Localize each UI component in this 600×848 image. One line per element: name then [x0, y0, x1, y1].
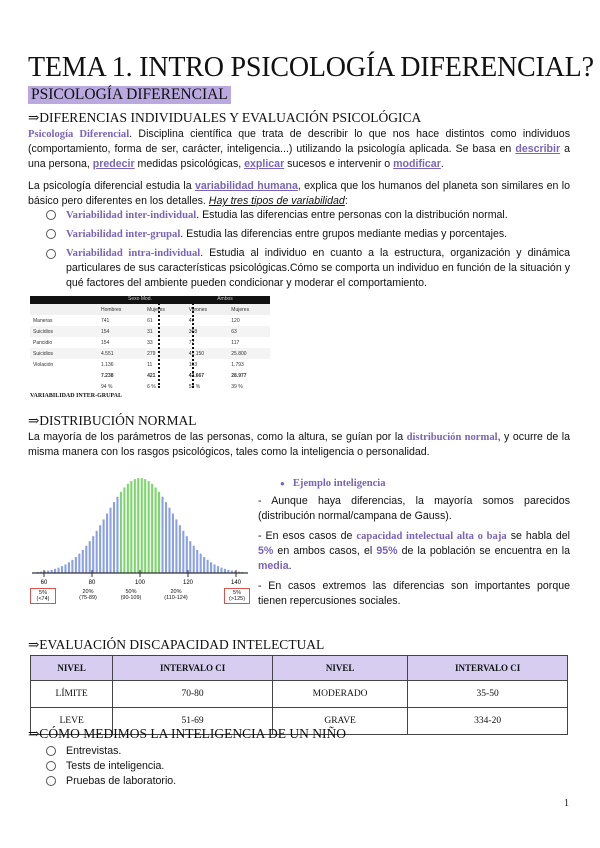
cell: 77 — [188, 339, 195, 346]
cell: 63 — [231, 328, 237, 335]
curve-bar — [89, 541, 91, 573]
keyword: media — [258, 560, 289, 572]
totals-row — [30, 370, 270, 381]
curve-bar — [120, 492, 122, 573]
table-row — [31, 681, 568, 708]
cell: 41.150 — [188, 350, 205, 357]
cell: 4.551 — [101, 350, 114, 357]
band-box — [30, 588, 56, 604]
text: , explica que los humanos del planeta son similares en lo básico pero diferentes en los detalles. — [28, 180, 570, 207]
cell: 47 — [188, 317, 195, 324]
curve-bar — [151, 484, 153, 573]
cell: 154 — [101, 328, 110, 335]
text: . — [288, 560, 292, 572]
table-row — [30, 359, 270, 370]
list-item — [46, 774, 176, 789]
cell: 28.977 — [231, 372, 247, 379]
text: se habla del — [506, 530, 570, 542]
text: a una persona, — [28, 143, 570, 170]
table-row — [30, 348, 270, 359]
band-box — [114, 589, 148, 601]
column-header: INTERVALO CI — [408, 656, 568, 681]
inter-group-table — [30, 296, 270, 399]
curve-bar — [103, 519, 105, 573]
cell: 39 % — [231, 383, 243, 390]
curve-bar — [113, 502, 115, 573]
subheader: Varones — [188, 306, 208, 313]
circle-bullet-icon — [46, 210, 56, 220]
heading-distribucion: ⇒DISTRIBUCIÓN NORMAL — [28, 413, 197, 428]
text: en ambos casos, el — [273, 545, 377, 557]
paragraph-definition — [28, 127, 570, 172]
curve-bar — [165, 502, 167, 573]
table-row — [30, 326, 270, 337]
page-number: 1 — [564, 798, 569, 809]
cell: 61 — [147, 317, 153, 324]
curve-bar — [179, 525, 181, 573]
table-header-bar — [30, 296, 270, 304]
cell: 43.667 — [188, 372, 205, 379]
cell: Suicidios — [33, 328, 54, 335]
band-box — [224, 588, 250, 604]
divider — [192, 296, 194, 388]
tick-label: 60 — [40, 580, 48, 586]
curve-bar — [134, 479, 136, 573]
curve-bar — [64, 564, 66, 573]
curve-bar — [210, 562, 212, 573]
cell: 31 — [147, 328, 153, 335]
text: medidas psicológicas, — [134, 158, 245, 170]
circle-bullet-icon — [46, 761, 56, 771]
cell: 153 — [188, 361, 198, 368]
list-item — [46, 744, 176, 759]
band-pct: 50% — [125, 589, 137, 595]
curve-bar — [207, 560, 209, 573]
column-header: NIVEL — [272, 656, 407, 681]
curve-bar — [213, 564, 215, 573]
cell: 1.793 — [231, 361, 244, 368]
curve-bar — [57, 568, 59, 573]
curve-bar — [127, 484, 129, 573]
band-range: (110-124) — [164, 595, 188, 601]
mini-table — [30, 304, 270, 392]
term: Variabilidad inter-individual — [66, 210, 197, 221]
curve-bar — [224, 569, 226, 573]
text: . Estudia las diferencias entre personas con la distribución normal. — [196, 209, 508, 221]
cell: Pancidio — [33, 339, 53, 346]
cell: LEVE — [31, 708, 113, 735]
header-row — [31, 656, 568, 681]
text: . — [440, 158, 444, 170]
curve-bar — [193, 546, 195, 573]
text: La mayoría de los parámetros de las personas, como la altura, se guían por la — [28, 431, 407, 443]
list-item — [46, 246, 570, 291]
cell: 120 — [231, 317, 240, 324]
curve-bar — [71, 560, 73, 573]
cell: LÍMITE — [31, 681, 113, 708]
curve-bar — [61, 566, 63, 573]
curve-bar — [144, 479, 146, 573]
curve-bar — [85, 546, 87, 573]
curve-bar — [116, 497, 118, 573]
curve-bar — [54, 569, 56, 573]
curve-bar — [141, 478, 143, 573]
cell: 741 — [101, 317, 110, 324]
example-line: - En casos extremos las diferencias son importantes porque tienen repercusiones sociales. — [258, 580, 570, 607]
cell: 33 — [147, 339, 153, 346]
band-range: (75-89) — [79, 595, 97, 601]
band-range: (<74) — [36, 596, 50, 602]
cell: Violación — [33, 361, 54, 368]
subheader: Hombres — [101, 306, 122, 313]
curve-bar — [123, 487, 125, 573]
text: sucesos e intervenir o — [284, 158, 394, 170]
cell: Suicidios — [33, 350, 54, 357]
curve-bar — [220, 568, 222, 573]
table-row — [30, 315, 270, 326]
keyword-describir: describir — [515, 143, 561, 155]
cell: 279 — [147, 350, 156, 357]
cell: 53 % — [188, 383, 201, 390]
curve-bar — [200, 554, 202, 573]
section-heading: PSICOLOGÍA DIFERENCIAL — [28, 86, 231, 104]
curve-bar — [106, 514, 108, 573]
group-label: Sexo Mod. — [128, 296, 152, 302]
curve-bands — [30, 588, 250, 612]
curve-bar — [168, 508, 170, 573]
cell: 154 — [101, 339, 110, 346]
curve-bar — [196, 550, 198, 573]
cell: 6 % — [147, 383, 156, 390]
list-item — [46, 759, 176, 774]
ci-table — [30, 655, 568, 735]
text: Tests de inteligencia. — [66, 760, 165, 772]
page-title: TEMA 1. INTRO PSICOLOGÍA DIFERENCIAL? — [28, 52, 594, 83]
variability-list — [46, 208, 570, 291]
cell: 94 % — [101, 383, 113, 390]
tick-label: 140 — [230, 580, 242, 586]
heading-como-medimos: ⇒CÓMO MEDIMOS LA INTELIGENCIA DE UN NIÑO — [28, 726, 347, 741]
paragraph-distribution — [28, 430, 570, 460]
cell: Maneras — [33, 317, 53, 324]
keyword-distribucion-normal: distribución normal — [406, 432, 498, 443]
cell: 70-80 — [113, 681, 273, 708]
cell: 11 — [147, 361, 153, 368]
circle-bullet-icon — [46, 776, 56, 786]
term: Variabilidad inter-grupal — [66, 229, 181, 240]
table-row — [30, 337, 270, 348]
curve-bar — [92, 536, 94, 573]
list-item — [46, 208, 570, 223]
cell: 117 — [231, 339, 240, 346]
cell: GRAVE — [272, 708, 407, 735]
text: - En esos casos de — [258, 530, 357, 542]
curve-bar — [82, 550, 84, 573]
child-list — [46, 744, 176, 789]
text: : — [344, 195, 348, 207]
example-line — [258, 529, 570, 574]
curve-bar — [217, 566, 219, 573]
example-heading — [280, 476, 570, 491]
keyword: 95% — [376, 545, 398, 557]
list-item — [46, 227, 570, 242]
table-caption: VARIABILIDAD INTER-GRUPAL — [30, 393, 122, 399]
band-range: (>125) — [228, 596, 246, 602]
term: Variabilidad intra-individual — [66, 248, 201, 259]
curve-bar — [189, 541, 191, 573]
band-pct: 20% — [82, 589, 94, 595]
text: Entrevistas. — [66, 745, 122, 757]
tick-label: 100 — [134, 580, 146, 586]
subheader: Mujeres — [231, 306, 250, 313]
keyword-modificar: modificar — [393, 158, 441, 170]
circle-bullet-icon — [46, 249, 56, 259]
column-header: NIVEL — [31, 656, 113, 681]
curve-bar — [155, 487, 157, 573]
curve-bar — [172, 514, 174, 573]
column-header: INTERVALO CI — [113, 656, 273, 681]
cell: 25.800 — [231, 350, 247, 357]
text: . Estudia las diferencias entre grupos mediante medias y porcentajes. — [180, 228, 508, 240]
cell: 51-69 — [113, 708, 273, 735]
curve-bar — [96, 531, 98, 573]
divider — [158, 296, 160, 388]
curve-bar — [130, 481, 132, 573]
cell: 334-20 — [408, 708, 568, 735]
curve-bar — [99, 525, 101, 573]
keyword-predecir: predecir — [92, 158, 135, 170]
text: Pruebas de laboratorio. — [66, 775, 177, 787]
curve-bar — [75, 557, 77, 573]
text: de la población se encuentra en la — [397, 545, 570, 557]
band-pct: 5% — [39, 590, 47, 596]
text: Ejemplo inteligencia — [292, 478, 386, 489]
curve-bar — [175, 519, 177, 573]
keyword: capacidad intelectual alta o baja — [356, 531, 507, 542]
curve-bar — [137, 478, 139, 573]
example-block — [258, 476, 570, 609]
band-range: (90-109) — [120, 595, 142, 601]
curve-bars — [37, 478, 244, 573]
tick-label: 80 — [88, 580, 96, 586]
keyword-explicar: explicar — [244, 158, 285, 170]
curve-bar — [203, 557, 205, 573]
group-label: Ambos — [217, 296, 233, 302]
band-box — [74, 589, 102, 601]
cell: 421 — [147, 372, 156, 379]
cell: MODERADO — [272, 681, 407, 708]
curve-bar — [109, 508, 111, 573]
subheader: Mujeres — [147, 306, 165, 313]
bullet-icon: ● — [280, 479, 285, 488]
keyword-variabilidad-humana: variabilidad humana — [195, 180, 298, 192]
cell: 368 — [188, 328, 198, 335]
band-pct: 5% — [233, 590, 241, 596]
cell: 35-50 — [408, 681, 568, 708]
curve-bar — [158, 492, 160, 573]
keyword: 5% — [258, 545, 274, 557]
curve-bar — [148, 481, 150, 573]
cell: 7.238 — [101, 372, 114, 379]
text: , y ocurre de la misma manera con los rasgos psicológicos, tales como la inteligencia o personalidad. — [28, 431, 570, 458]
tick-label: 120 — [182, 580, 194, 586]
curve-bar — [182, 531, 184, 573]
band-pct: 20% — [170, 589, 182, 595]
example-line: - Aunque haya diferencias, la mayoría somos parecidos (distribución normal/campana de Gauss). — [258, 495, 570, 522]
band-box — [158, 589, 194, 601]
curve-bar — [68, 562, 70, 573]
text: La psicología diferencial estudia la — [28, 180, 195, 192]
paragraph-variabilidad — [28, 179, 570, 209]
curve-bar — [186, 536, 188, 573]
circle-bullet-icon — [46, 229, 56, 239]
cell: 1.136 — [101, 361, 114, 368]
heading-evaluacion: ⇒EVALUACIÓN DISCAPACIDAD INTELECTUAL — [28, 637, 325, 652]
percent-row — [30, 381, 270, 392]
term-psicologia-diferencial: Psicología Diferencial — [28, 129, 130, 140]
text: . Disciplina científica que trata de describir lo que nos hace distintos como individuos (comportamiento, forma de ser, carácter, inteligencia...) utilizando la psicología aplicada. Se basa en — [28, 128, 570, 155]
text: . Estudia al individuo en cuanto a la estructura, organización y dinámica particulares de sus características psicológicas.Cómo se comporta un individuo en función de la situación y qué factores del ambiente pueden condicionar y moderar el comportamiento. — [66, 247, 570, 289]
keyword-tres-tipos: Hay tres tipos de variabilidad — [208, 195, 345, 207]
curve-bar — [161, 497, 163, 573]
curve-bar — [78, 554, 80, 573]
circle-bullet-icon — [46, 746, 56, 756]
heading-diferencias: ⇒DIFERENCIAS INDIVIDUALES Y EVALUACIÓN PSICOLÓGICA — [28, 110, 422, 125]
